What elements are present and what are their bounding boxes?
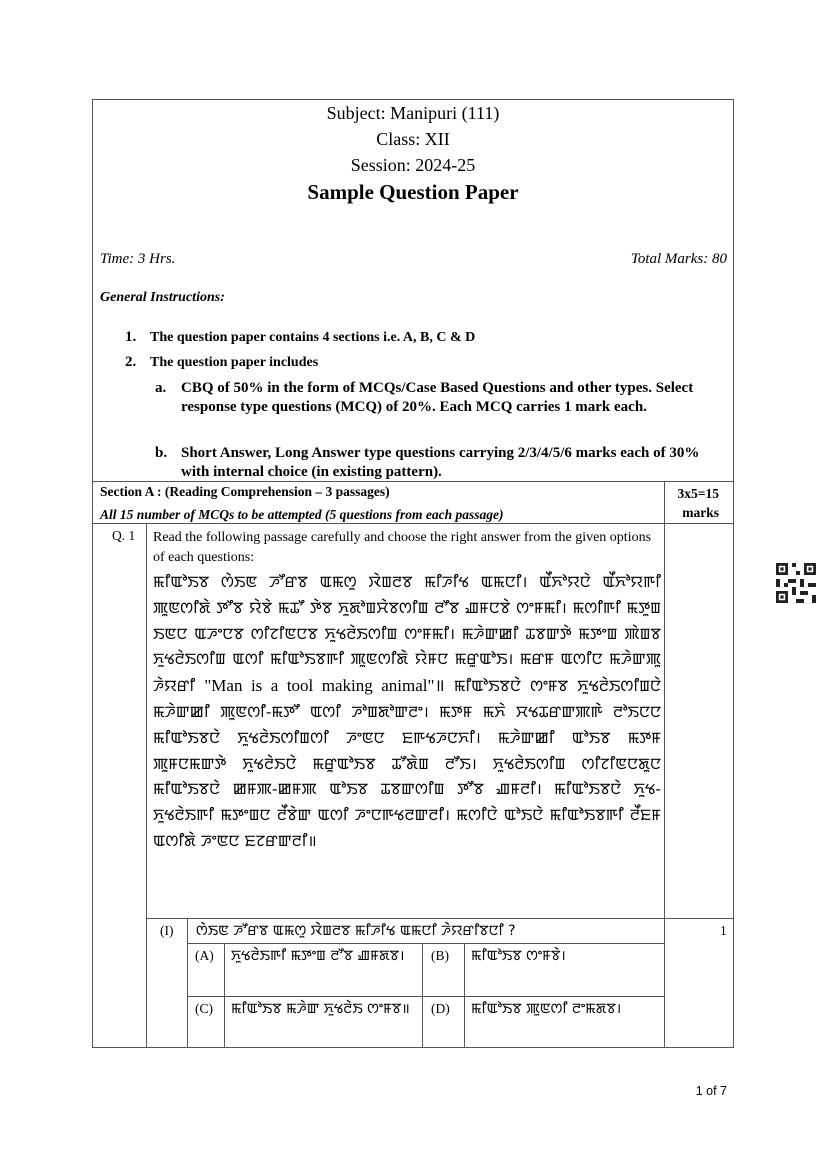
- table-rule: [92, 481, 734, 482]
- qr-code-icon: [776, 563, 816, 603]
- table-rule: [187, 918, 188, 1048]
- table-rule: [146, 918, 734, 919]
- sub-instruction-text: CBQ of 50% in the form of MCQs/Case Based Questions and other types. Select response type questions (MCQ) of 20%. Each MCQ carries 1 mark each.: [181, 380, 694, 415]
- option-text: ꯃꯤꯑꯣꯏꯕ ꯁꯦꯝꯕꯥ।: [471, 948, 566, 964]
- reading-passage: [153, 570, 661, 855]
- section-a-title: Section A : (Reading Comprehension – 3 passages): [100, 484, 390, 499]
- table-rule: [92, 523, 734, 524]
- passage-quote: "Man is a tool making animal"॥: [204, 676, 445, 696]
- paper-title: Sample Question Paper: [307, 180, 519, 204]
- question-number: Q. 1: [112, 528, 136, 543]
- table-rule: [187, 943, 664, 944]
- general-instructions-heading: General Instructions:: [100, 290, 225, 305]
- section-a-subtitle: All 15 number of MCQs to be attempted (5 questions from each passage): [100, 507, 504, 522]
- table-rule: [664, 481, 665, 1048]
- option-label: (D): [431, 1001, 450, 1016]
- passage-part-1: ꯃꯤꯑꯣꯏꯕ ꯁꯥꯏꯟ ꯍꯧꯔꯕ ꯑꯃꯁꯨ ꯋꯥꯡꯂꯕ ꯃꯤꯍꯤꯠ ꯑꯃꯅꯤ। ꯑꯩꯈꯣꯌꯅꯥ ꯑꯩꯈꯣꯌꯒꯤ ꯄꯨꯟꯁꯤꯗꯥ ꯇꯧꯕ ꯌꯥꯕꯥ ꯃꯊꯧ ꯇꯥꯕ ꯈꯨꯗꯣꯡꯆꯥꯕꯁꯤꯡ ꯂꯧꯕ ꯉꯝꯅꯕꯥ ꯁꯦꯝꯃꯤ। ꯃꯁꯤꯒꯤ ꯃꯇꯨꯡ ꯏꯟꯅ ꯑꯍꯦꯅꯕ ꯁꯤꯖꯤꯟꯅꯕ ꯈꯨꯠꯂꯥꯏꯁꯤꯡ ꯁꯦꯝꯃꯤ। ꯃꯍꯥꯛꯀꯤ ꯊꯕꯛꯇꯥ ꯃꯇꯦꯡ ꯄꯥꯡꯕ ꯈꯨꯠꯂꯥꯏꯁꯤꯡ ꯑꯁꯤ ꯃꯤꯑꯣꯏꯕꯒꯤ ꯄꯨꯟꯁꯤꯗꯥ ꯌꯥꯝꯅ ꯃꯔꯨꯑꯣꯏ। ꯃꯔꯝ ꯑꯁꯤꯅ ꯃꯍꯥꯛꯄꯨ ꯍꯥꯌꯔꯤ: [153, 573, 661, 696]
- page-number: 1 of 7: [695, 1084, 727, 1098]
- sub-instruction-label: b.: [155, 445, 168, 461]
- sub-instruction-label: a.: [155, 380, 167, 396]
- instruction-text: The question paper contains 4 sections i.e. A, B, C & D: [150, 330, 476, 345]
- table-rule: [146, 523, 147, 1048]
- sub-instruction-text: Short Answer, Long Answer type questions carrying 2/3/4/5/6 marks each of 30% with internal choice (in existing pattern).: [181, 445, 700, 480]
- sub-question-label: (I): [160, 923, 174, 938]
- option-text: ꯃꯤꯑꯣꯏꯕ ꯄꯨꯟꯁꯤ ꯂꯦꯃꯗꯕ।: [471, 1001, 622, 1017]
- instruction-number: 1.: [125, 329, 137, 345]
- question-instruction: Read the following passage carefully and choose the right answer from the given options of each questions:: [153, 530, 652, 565]
- section-a-marks-unit: marks: [682, 505, 719, 520]
- option-label: (C): [195, 1001, 213, 1016]
- passage-part-2: ꯃꯤꯑꯣꯏꯕꯅꯥ ꯁꯦꯝꯕ ꯈꯨꯠꯂꯥꯏꯁꯤꯡꯅꯥ ꯃꯍꯥꯛꯀꯤ ꯄꯨꯟꯁꯤ-ꯃꯇꯧ ꯑꯁꯤ ꯍꯣꯡꯗꯣꯛꯂꯦ। ꯃꯇꯝ ꯃꯈꯥ ꯆꯠꯊꯔꯛꯄꯒꯥ ꯂꯣꯏꯅꯅ ꯃꯤꯑꯣꯏꯕꯅꯥ ꯈꯨꯠꯂꯥꯏꯁꯤꯡꯁꯤ ꯍꯦꯟꯅ ꯐꯒꯠꯍꯅꯈꯤ। ꯃꯍꯥꯛꯀꯤ ꯑꯣꯏꯕ ꯃꯇꯝ ꯄꯨꯝꯅꯃꯛꯇꯥ ꯈꯨꯠꯂꯥꯏꯅꯥ ꯃꯔꯨꯑꯣꯏꯕ ꯊꯧꯗꯥꯡ ꯂꯧꯏ। ꯈꯨꯠꯂꯥꯏꯁꯤꯡ ꯁꯤꯖꯤꯟꯅꯗꯨꯅ ꯃꯤꯑꯣꯏꯕꯅꯥ ꯀꯝꯄ-ꯀꯝꯄ ꯑꯣꯏꯕ ꯊꯕꯛꯁꯤꯡ ꯇꯧꯕ ꯉꯝꯂꯤ। ꯃꯤꯑꯣꯏꯕꯅꯥ ꯈꯨꯠ-ꯈꯨꯠꯂꯥꯏꯒꯤ ꯃꯇꯦꯡꯅ ꯂꯩꯕꯥꯛ ꯑꯁꯤ ꯍꯦꯅꯒꯠꯂꯛꯂꯤ। ꯃꯁꯤꯅꯥ ꯑꯣꯏꯅꯥ ꯃꯤꯑꯣꯏꯕꯒꯤ ꯂꯩꯐꯝ ꯑꯁꯤꯗꯥ ꯍꯦꯟꯅ ꯐꯖꯔꯛꯂꯤ॥: [153, 677, 661, 850]
- option-text: ꯃꯤꯑꯣꯏꯕ ꯃꯍꯥꯛ ꯈꯨꯠꯂꯥꯏ ꯁꯦꯝꯕ॥: [231, 1001, 410, 1017]
- option-label: (A): [195, 948, 214, 963]
- sub-question-stem: ꯁꯥꯏꯟ ꯍꯧꯔꯕ ꯑꯃꯁꯨ ꯋꯥꯡꯂꯕ ꯃꯤꯍꯤꯠ ꯑꯃꯅꯤ ꯍꯥꯌꯔꯤꯕꯅꯤ ?: [196, 923, 516, 939]
- sub-question-mark: 1: [720, 923, 727, 938]
- class-line: Class: XII: [376, 129, 450, 149]
- session-line: Session: 2024-25: [350, 155, 476, 175]
- time-label: Time: 3 Hrs.: [100, 251, 176, 267]
- instruction-text: The question paper includes: [150, 355, 319, 370]
- option-label: (B): [431, 948, 449, 963]
- option-text: ꯈꯨꯠꯂꯥꯏꯒꯤ ꯃꯇꯦꯡ ꯂꯧꯕ ꯉꯝꯗꯕ।: [231, 948, 405, 964]
- section-a-marks: [659, 484, 719, 522]
- section-a-marks-value: 3x5=15: [677, 486, 719, 501]
- subject-line: Subject: Manipuri (111): [326, 103, 500, 123]
- total-marks-label: Total Marks: 80: [630, 251, 727, 267]
- instruction-number: 2.: [125, 354, 137, 370]
- table-rule: [187, 996, 664, 997]
